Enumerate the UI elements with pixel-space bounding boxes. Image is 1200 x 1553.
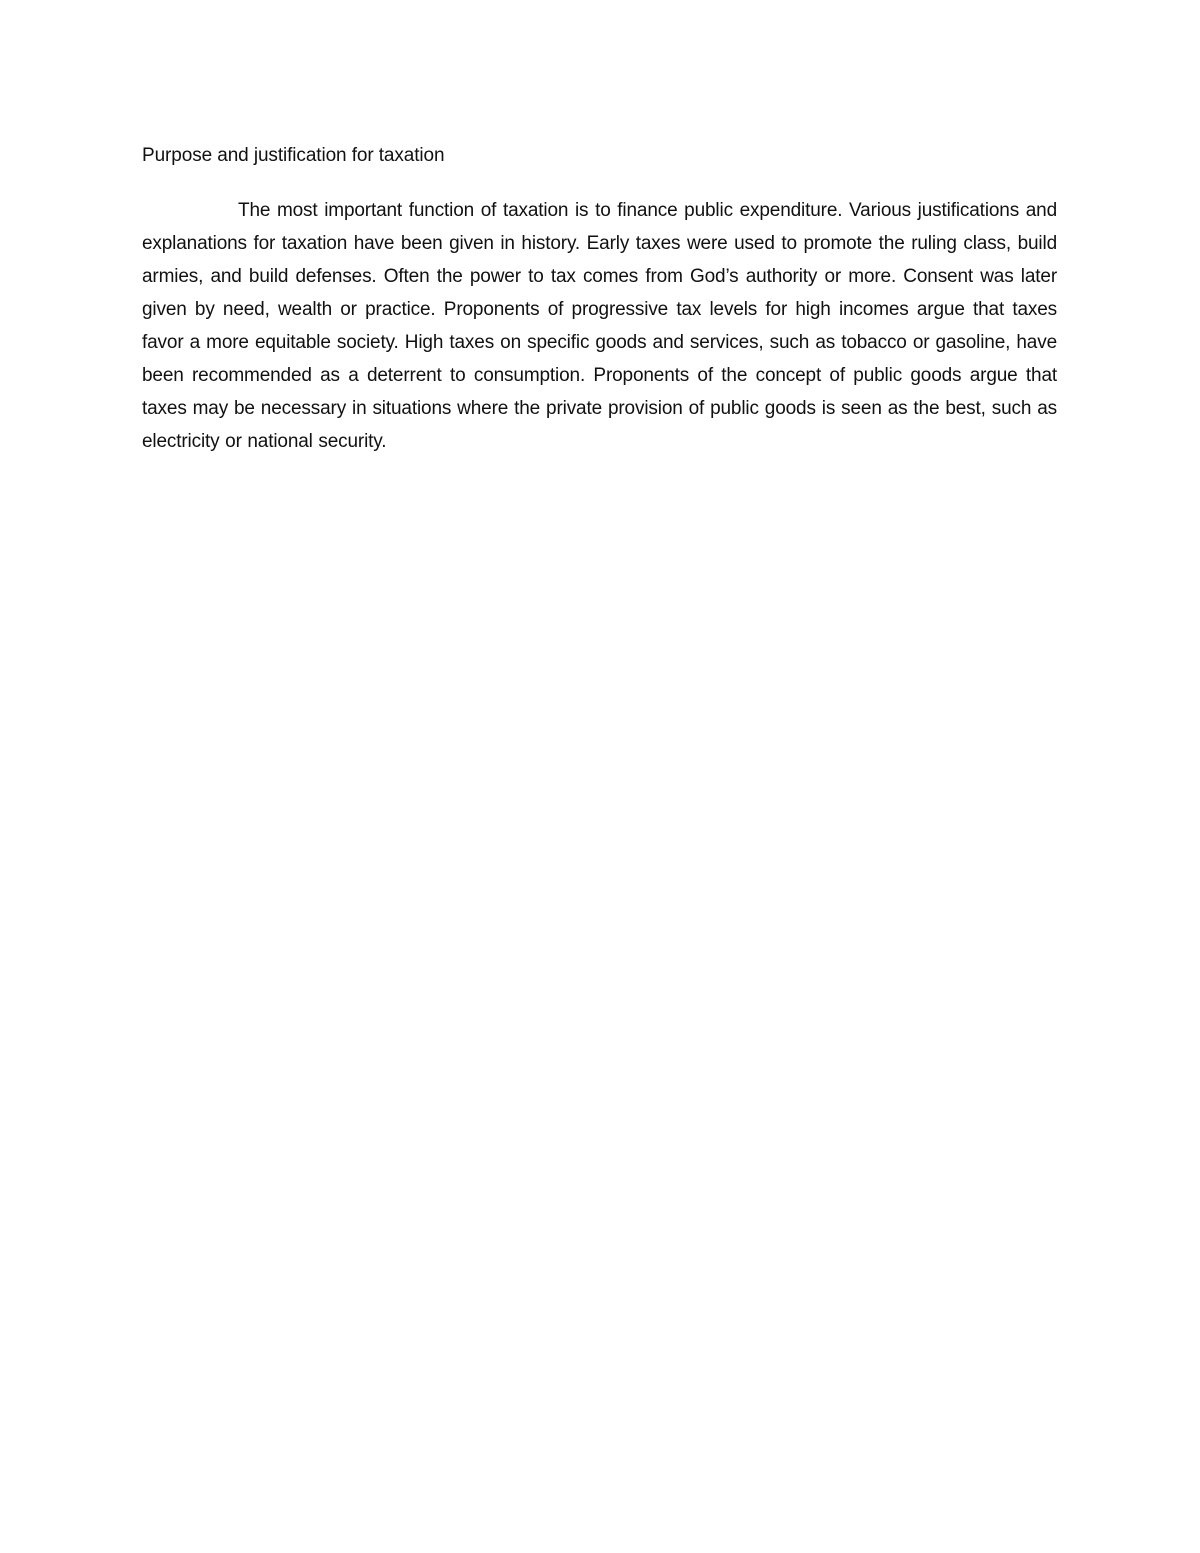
- document-body-paragraph: The most important function of taxation is to finance public expenditure. Various justifications and explanations for taxation have been given in history. Early taxes were used to promote the ruling class, build armies, and build defenses. Often the power to tax comes from God’s authority or more. Consent was later given by need, wealth or practice. Proponents of progressive tax levels for high incomes argue that taxes favor a more equitable society. High taxes on specific goods and services, such as tobacco or gasoline, have been recommended as a deterrent to consumption. Proponents of the concept of public goods argue that taxes may be necessary in situations where the private provision of public goods is seen as the best, such as electricity or national security.: [142, 200, 1057, 452]
- document-title: Purpose and justification for taxation: [142, 145, 445, 166]
- document-content: [142, 142, 1057, 458]
